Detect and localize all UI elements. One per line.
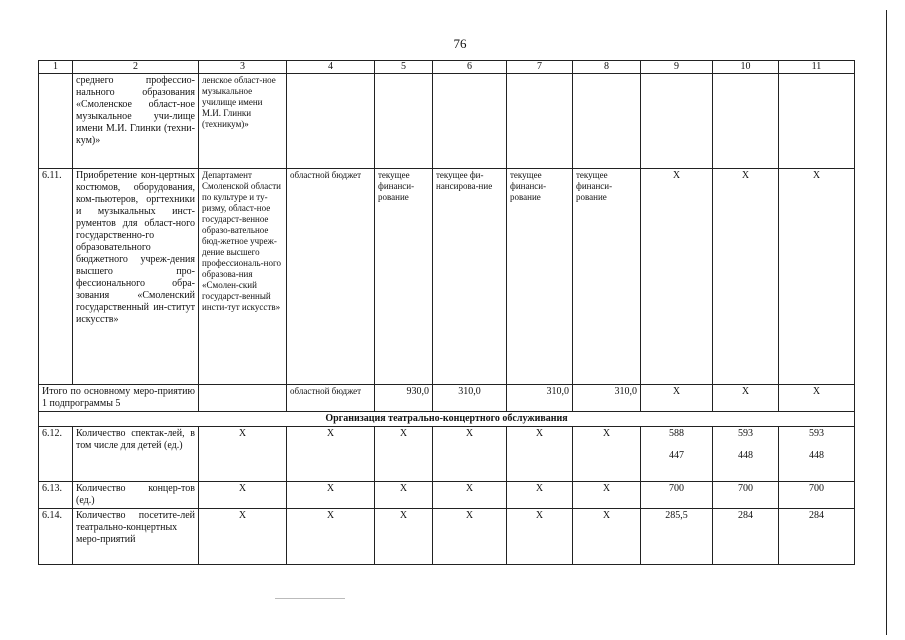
cell-amount-year-1: 310,0	[433, 385, 507, 412]
header-cell: 8	[573, 61, 641, 74]
table-row-6-12	[39, 427, 855, 482]
cell-indicator-1	[641, 427, 713, 482]
cell-indicator-1: Х	[641, 385, 713, 412]
value-children: 448	[809, 450, 824, 461]
header-row	[39, 61, 855, 74]
value-total: 593	[738, 428, 753, 439]
cell-indicator-2	[713, 427, 779, 482]
table-row-total	[39, 385, 855, 412]
section-row	[39, 412, 855, 427]
cell-x: Х	[375, 427, 433, 482]
header-cell: 5	[375, 61, 433, 74]
cell-x: Х	[507, 509, 573, 565]
cell-x: Х	[287, 509, 375, 565]
header-cell: 1	[39, 61, 73, 74]
cell-indicator-2: 284	[713, 509, 779, 565]
header-cell: 9	[641, 61, 713, 74]
measures-table	[38, 60, 855, 565]
cell-x: Х	[433, 482, 507, 509]
cell-indicator-3	[779, 427, 855, 482]
cell-total-label: Итого по основному меро-приятию 1 подпрограммы 5	[39, 385, 199, 412]
value-children: 448	[738, 450, 753, 461]
cell-amount-year-3: 310,0	[573, 385, 641, 412]
value-children: 447	[669, 450, 684, 461]
cell-number: 6.13.	[39, 482, 73, 509]
table-row-6-13	[39, 482, 855, 509]
binder-edge-line	[886, 10, 887, 635]
value-total: 593	[809, 428, 824, 439]
cell-indicator-3: Х	[779, 169, 855, 385]
cell-amount-total: 930,0	[375, 385, 433, 412]
cell-number: 6.11.	[39, 169, 73, 385]
cell-x: Х	[375, 482, 433, 509]
page-number: 76	[453, 36, 467, 51]
cell-description: среднего профессио-нального образования «Смоленское област-ное музыкальное учи-лище имени М.И. Глинки (техни-кум)»	[73, 74, 199, 169]
header-cell: 10	[713, 61, 779, 74]
cell-x: Х	[287, 427, 375, 482]
scan-artifact-line	[275, 598, 345, 599]
cell-description: Количество посетите-лей театрально-концертных меро-приятий	[73, 509, 199, 565]
cell-x: Х	[433, 509, 507, 565]
table-row-6-11	[39, 169, 855, 385]
cell-x: Х	[375, 509, 433, 565]
cell-x: Х	[573, 427, 641, 482]
cell-executor: Департамент Смоленской области по культуре и ту-ризму, област-ное государст-венное образо-вательное бюд-жетное учреж-дение высшего профессиональ-ного образова-ния «Смолен-ский государст-венный инсти-тут искусств»	[199, 169, 287, 385]
cell-indicator-3: Х	[779, 385, 855, 412]
cell-indicator-3: 700	[779, 482, 855, 509]
cell-executor: ленское област-ное музыкальное училище имени М.И. Глинки (техникум)»	[199, 74, 287, 169]
header-cell: 3	[199, 61, 287, 74]
header-cell: 4	[287, 61, 375, 74]
cell-x: Х	[199, 509, 287, 565]
cell-indicator-2: 700	[713, 482, 779, 509]
cell-source: областной бюджет	[287, 385, 375, 412]
cell-indicator-1: 700	[641, 482, 713, 509]
cell-x: Х	[573, 509, 641, 565]
cell-amount-year-2: 310,0	[507, 385, 573, 412]
header-cell: 6	[433, 61, 507, 74]
cell-year-2: текущее фи-нансирова-ние	[433, 169, 507, 385]
cell-x: Х	[287, 482, 375, 509]
cell-indicator-2: Х	[713, 169, 779, 385]
cell-year-1: текущее финанси-рование	[375, 169, 433, 385]
value-total: 588	[669, 428, 684, 439]
table-row-continued	[39, 74, 855, 169]
cell-indicator-1: 285,5	[641, 509, 713, 565]
header-cell: 7	[507, 61, 573, 74]
cell-x: Х	[199, 482, 287, 509]
cell-x: Х	[433, 427, 507, 482]
cell-indicator-2: Х	[713, 385, 779, 412]
cell-description: Количество спектак-лей, в том числе для детей (ед.)	[73, 427, 199, 482]
cell-indicator-1: Х	[641, 169, 713, 385]
header-cell: 11	[779, 61, 855, 74]
section-title: Организация театрально-концертного обслуживания	[39, 412, 855, 427]
cell-x: Х	[573, 482, 641, 509]
cell-indicator-3: 284	[779, 509, 855, 565]
cell-year-3: текущее финанси-рование	[507, 169, 573, 385]
cell-x: Х	[507, 427, 573, 482]
cell-number: 6.12.	[39, 427, 73, 482]
table-row-6-14	[39, 509, 855, 565]
cell-year-4: текущее финанси-рование	[573, 169, 641, 385]
header-cell: 2	[73, 61, 199, 74]
cell-source: областной бюджет	[287, 169, 375, 385]
cell-number: 6.14.	[39, 509, 73, 565]
cell-description: Приобретение кон-цертных костюмов, оборудования, ком-пьютеров, оргтехники и музыкальных инст-рументов для област-ного государственно-го образовательного бюджетного учреж-дения высшего про-фессионального обра-зования «Смоленский государственный ин-ститут искусств»	[73, 169, 199, 385]
cell-description: Количество концер-тов (ед.)	[73, 482, 199, 509]
cell-x: Х	[507, 482, 573, 509]
cell-x: Х	[199, 427, 287, 482]
